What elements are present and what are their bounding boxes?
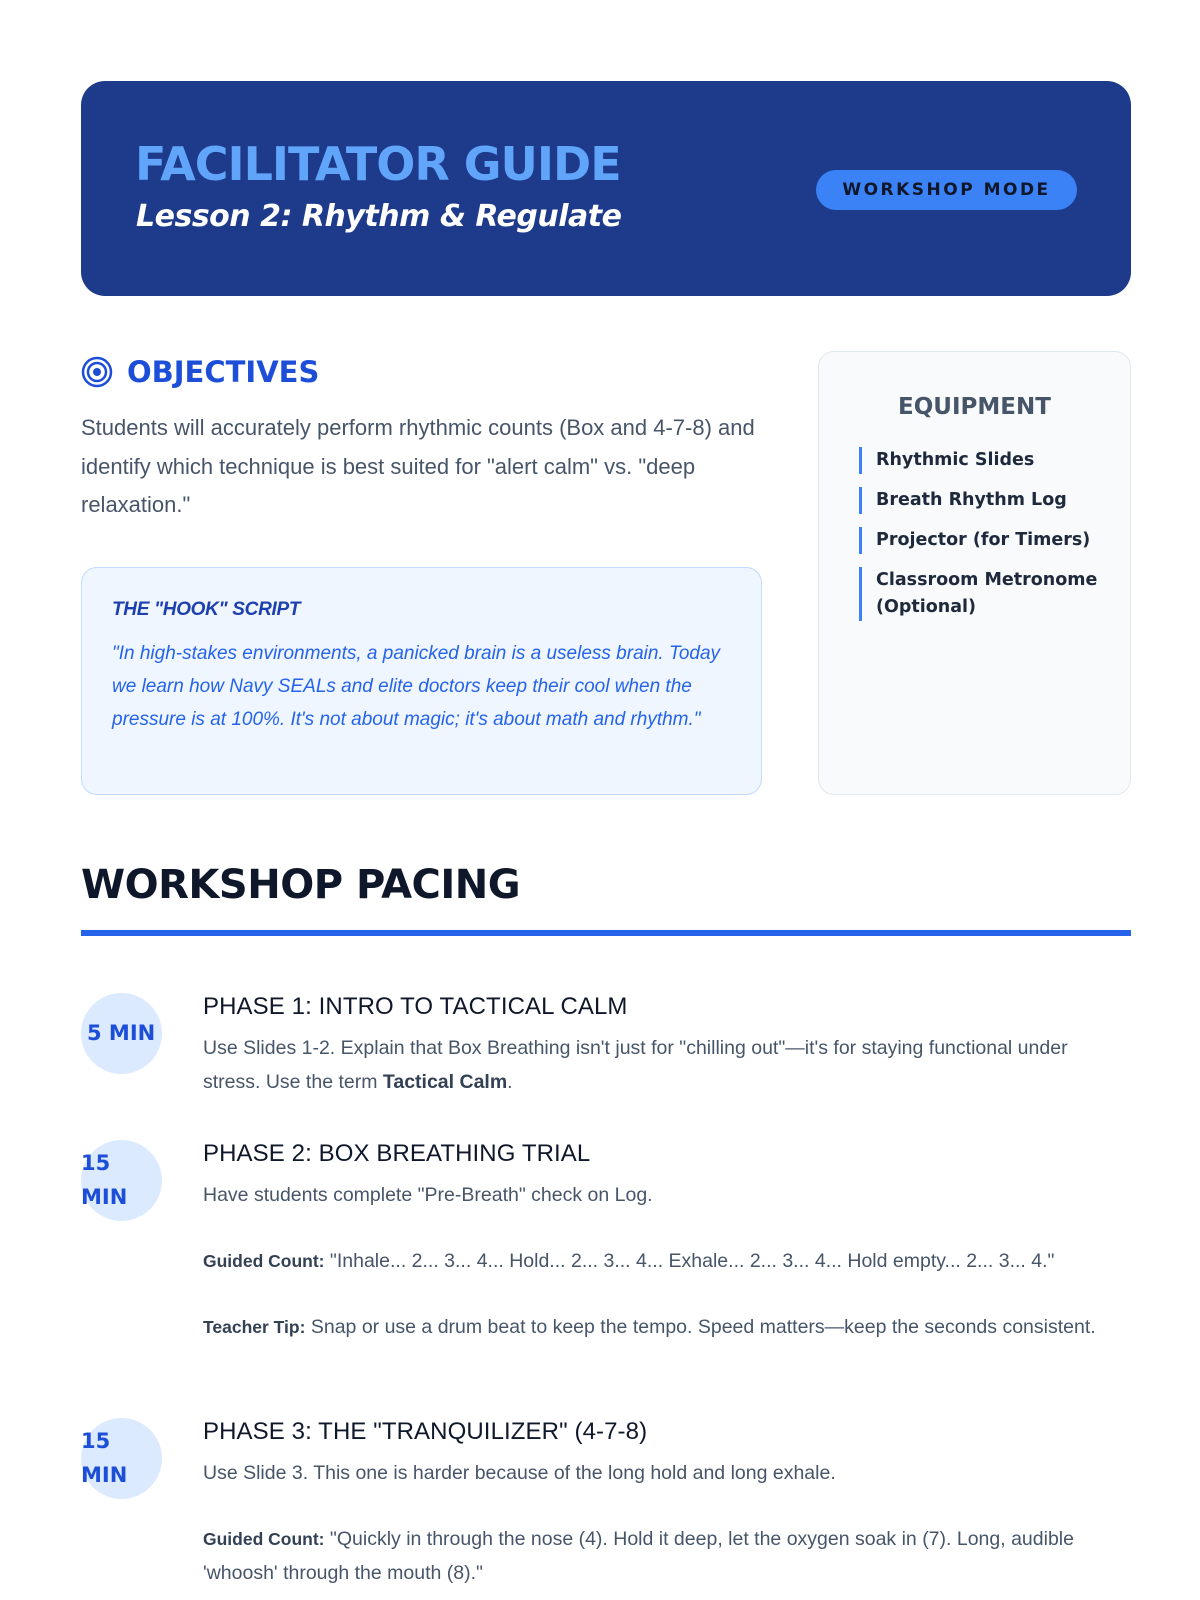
- hook-script-text: "In high-stakes environments, a panicked brain is a useless brain. Today we learn how Navy SEALs and elite doctors keep their cool when the pressure is at 100%. It's not about magic; it's about math and rhythm.": [112, 643, 721, 730]
- workshop-pacing-title: WORKSHOP PACING: [81, 862, 521, 908]
- objectives-text: Students will accurately perform rhythmic counts (Box and 4-7-8) and identify which technique is best suited for "alert calm" vs. "deep relaxation.": [81, 415, 755, 517]
- phase-2-time: [81, 1146, 127, 1214]
- phase-2-teacher-tip: [203, 1310, 1128, 1344]
- teacher-tip-text: Snap or use a drum beat to keep the tempo. Speed matters—keep the seconds consistent.: [305, 1316, 1096, 1338]
- equipment-item: Breath Rhythm Log: [859, 487, 1114, 514]
- phase-2-time-unit: MIN: [81, 1185, 128, 1209]
- equipment-title: EQUIPMENT: [898, 394, 1051, 420]
- phase-2-text: Have students complete "Pre-Breath" check on Log.: [203, 1184, 653, 1206]
- phase-1-text-body: Use Slides 1-2. Explain that Box Breathing isn't just for "chilling out"—it's for staying functional under stress. Use the term: [203, 1037, 1068, 1093]
- lesson-subtitle: Lesson 2: Rhythm & Regulate: [136, 199, 622, 234]
- workshop-mode-badge: WORKSHOP MODE: [816, 170, 1077, 210]
- page-title: FACILITATOR GUIDE: [135, 137, 621, 191]
- phase-3-time: [81, 1424, 127, 1492]
- tactical-calm-term: Tactical Calm: [382, 1071, 508, 1093]
- equipment-panel: [818, 351, 1131, 795]
- target-icon: [81, 356, 113, 388]
- phase-3-time-value: 15: [81, 1429, 111, 1453]
- phase-3-time-unit: MIN: [81, 1463, 128, 1487]
- equipment-item: Rhythmic Slides: [859, 447, 1114, 474]
- phase-3-text: Use Slide 3. This one is harder because of the long hold and long exhale.: [203, 1462, 836, 1484]
- phase-1-title: PHASE 1: INTRO TO TACTICAL CALM: [203, 993, 628, 1020]
- equipment-list: [859, 447, 1114, 634]
- guided-count-text: "Quickly in through the nose (4). Hold it deep, let the oxygen soak in (7). Long, audible 'whoosh' through the mouth (8).": [203, 1528, 1074, 1584]
- hook-script-box: [81, 567, 762, 795]
- phase-2-time-value: 15: [81, 1151, 111, 1175]
- guided-count-label: Guided Count:: [203, 1251, 325, 1271]
- phase-2-title: PHASE 2: BOX BREATHING TRIAL: [203, 1140, 591, 1167]
- equipment-item: Classroom Metronome (Optional): [859, 567, 1114, 621]
- equipment-item: Projector (for Timers): [859, 527, 1114, 554]
- phase-3-title: PHASE 3: THE "TRANQUILIZER" (4-7-8): [203, 1418, 648, 1445]
- section-divider: [81, 930, 1131, 936]
- phase-3-guided-count: [203, 1522, 1128, 1590]
- guided-count-text: "Inhale... 2... 3... 4... Hold... 2... 3... 4... Exhale... 2... 3... 4... Hold empty... 2... 3... 4.": [324, 1250, 1055, 1272]
- phase-1-time: 5 MIN: [87, 1021, 156, 1045]
- objectives-heading: [81, 355, 319, 389]
- phase-1-text-end: .: [507, 1071, 513, 1093]
- phase-2-guided-count: [203, 1244, 1128, 1278]
- guided-count-label: Guided Count:: [203, 1529, 325, 1549]
- objectives-title: OBJECTIVES: [127, 355, 320, 389]
- hook-script-title: THE "HOOK" SCRIPT: [112, 599, 301, 620]
- header-banner: [81, 81, 1131, 296]
- phase-1-text: [203, 1031, 1128, 1099]
- teacher-tip-label: Teacher Tip:: [203, 1317, 306, 1337]
